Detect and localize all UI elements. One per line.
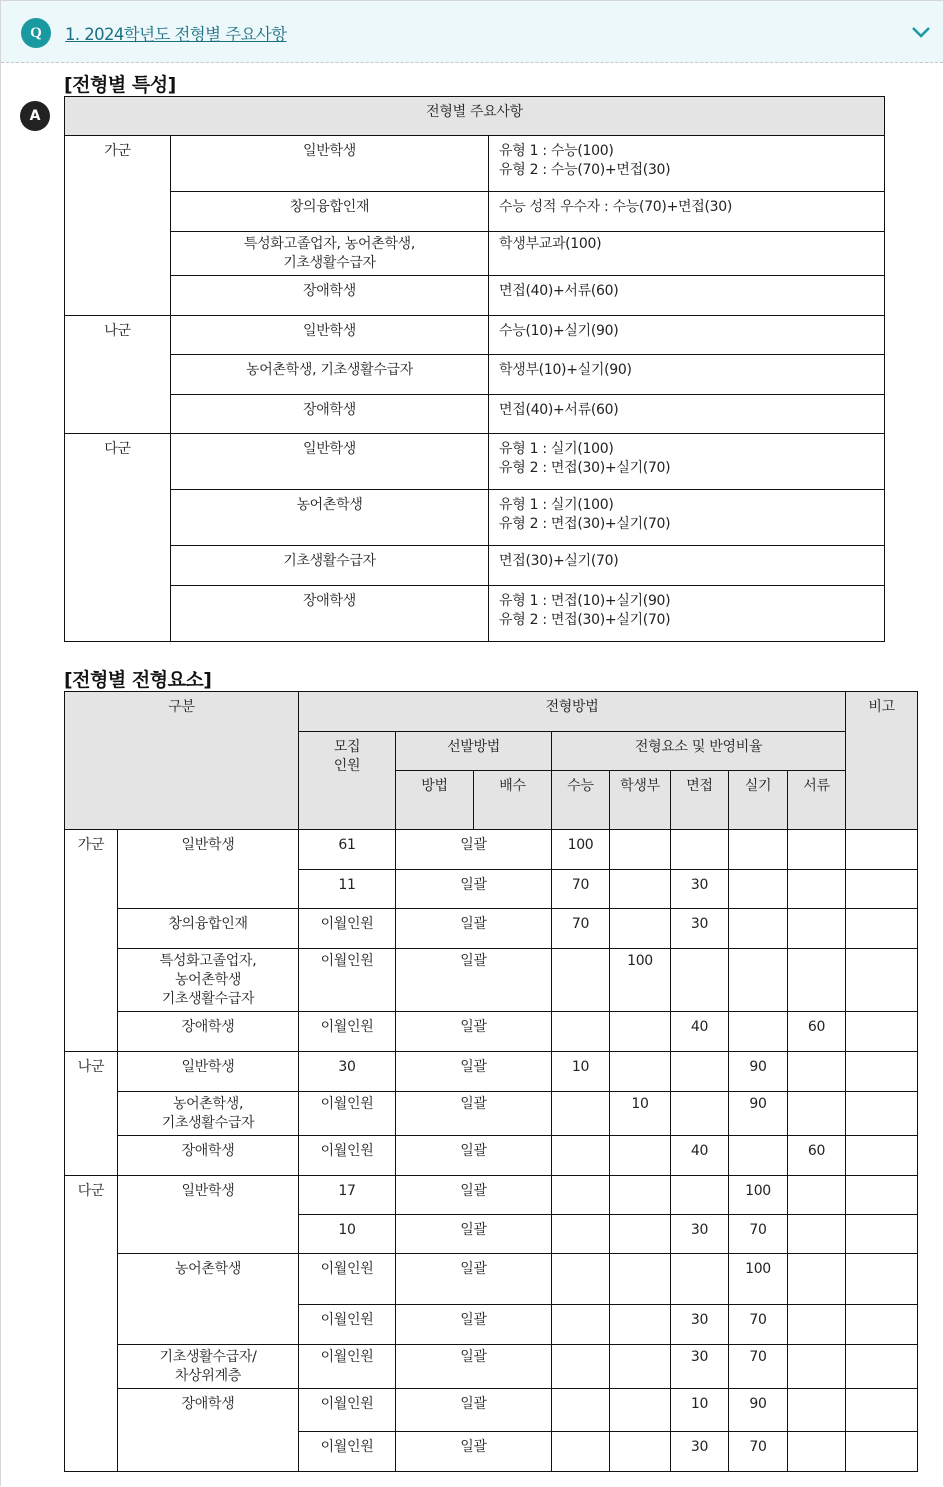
type-cell: 기초생활수급자	[171, 546, 489, 586]
interview-cell: 30	[671, 1345, 729, 1389]
quota-cell: 이월인원	[299, 909, 396, 949]
type-cell: 농어촌학생	[118, 1254, 299, 1345]
gun-cell: 다군	[65, 434, 171, 642]
note-cell	[846, 1305, 918, 1345]
quota-cell: 이월인원	[299, 1092, 396, 1136]
quota-cell: 이월인원	[299, 1012, 396, 1052]
admission-elements-table	[64, 691, 918, 1472]
gun-cell: 나군	[65, 1052, 118, 1176]
interview-cell	[671, 1092, 729, 1136]
detail-cell: 학생부교과(100)	[489, 232, 885, 276]
table-row	[65, 1176, 918, 1215]
hakbu-cell	[610, 1389, 671, 1432]
hakbu-cell	[610, 1215, 671, 1254]
documents-cell	[788, 909, 846, 949]
table-row	[65, 1092, 918, 1136]
suneung-cell: 70	[552, 870, 610, 909]
hakbu-cell	[610, 830, 671, 870]
method-cell: 일괄	[396, 909, 552, 949]
hakbu-cell	[610, 1136, 671, 1176]
hakbu-cell	[610, 1176, 671, 1215]
method-cell: 일괄	[396, 1254, 552, 1305]
hakbu-cell	[610, 1012, 671, 1052]
method-cell: 일괄	[396, 870, 552, 909]
documents-cell	[788, 949, 846, 1012]
documents-cell	[788, 1254, 846, 1305]
type-cell: 일반학생	[118, 1052, 299, 1092]
type-cell: 특성화고졸업자, 농어촌학생, 기초생활수급자	[171, 232, 489, 276]
practical-cell: 100	[729, 1254, 788, 1305]
type-cell: 장애학생	[118, 1389, 299, 1472]
detail-cell: 면접(30)+실기(70)	[489, 546, 885, 586]
interview-cell: 40	[671, 1136, 729, 1176]
documents-cell	[788, 1305, 846, 1345]
quota-cell: 11	[299, 870, 396, 909]
detail-cell: 면접(40)+서류(60)	[489, 395, 885, 434]
suneung-cell	[552, 1254, 610, 1305]
hakbu-cell	[610, 1254, 671, 1305]
note-cell	[846, 870, 918, 909]
interview-cell: 30	[671, 1432, 729, 1472]
documents-cell	[788, 870, 846, 909]
documents-cell: 60	[788, 1012, 846, 1052]
table-row	[65, 830, 918, 870]
interview-cell	[671, 1254, 729, 1305]
practical-cell	[729, 870, 788, 909]
documents-cell: 60	[788, 1136, 846, 1176]
documents-cell	[788, 1215, 846, 1254]
type-cell: 일반학생	[171, 316, 489, 355]
type-cell: 창의융합인재	[118, 909, 299, 949]
hakbu-cell	[610, 1345, 671, 1389]
question-badge-icon: Q	[21, 18, 51, 48]
note-cell	[846, 830, 918, 870]
detail-cell: 면접(40)+서류(60)	[489, 276, 885, 316]
type-cell: 농어촌학생, 기초생활수급자	[171, 355, 489, 395]
practical-cell: 90	[729, 1092, 788, 1136]
suneung-cell	[552, 1012, 610, 1052]
note-cell	[846, 1012, 918, 1052]
type-cell: 일반학생	[171, 434, 489, 490]
practical-cell	[729, 830, 788, 870]
hakbu-cell: 10	[610, 1092, 671, 1136]
type-cell: 창의융합인재	[171, 192, 489, 232]
method-cell: 일괄	[396, 1215, 552, 1254]
type-cell: 장애학생	[171, 276, 489, 316]
method-cell: 일괄	[396, 1389, 552, 1432]
practical-cell: 70	[729, 1305, 788, 1345]
table-row	[65, 1012, 918, 1052]
documents-cell	[788, 830, 846, 870]
table-row	[65, 949, 918, 1012]
note-cell	[846, 1389, 918, 1432]
interview-cell: 30	[671, 909, 729, 949]
detail-cell: 유형 1 : 수능(100) 유형 2 : 수능(70)+면접(30)	[489, 136, 885, 192]
section-title-elements: [전형별 전형요소]	[64, 669, 212, 691]
interview-cell: 10	[671, 1389, 729, 1432]
quota-cell: 61	[299, 830, 396, 870]
table-header: 전형별 주요사항	[65, 97, 885, 136]
interview-cell: 30	[671, 1215, 729, 1254]
header-sel-multiple: 배수	[474, 771, 552, 830]
header-sel-method: 방법	[396, 771, 474, 830]
practical-cell: 90	[729, 1052, 788, 1092]
suneung-cell: 100	[552, 830, 610, 870]
documents-cell	[788, 1432, 846, 1472]
quota-cell: 이월인원	[299, 949, 396, 1012]
suneung-cell	[552, 1136, 610, 1176]
suneung-cell: 10	[552, 1052, 610, 1092]
type-cell: 일반학생	[171, 136, 489, 192]
type-cell: 일반학생	[118, 1176, 299, 1254]
header-elements: 전형요소 및 반영비율	[552, 732, 846, 771]
note-cell	[846, 909, 918, 949]
quota-cell: 이월인원	[299, 1345, 396, 1389]
interview-cell	[671, 1176, 729, 1215]
practical-cell: 70	[729, 1432, 788, 1472]
hakbu-cell	[610, 870, 671, 909]
method-cell: 일괄	[396, 830, 552, 870]
suneung-cell	[552, 1176, 610, 1215]
answer-badge-icon: A	[20, 101, 50, 131]
type-cell: 장애학생	[171, 395, 489, 434]
interview-cell	[671, 1052, 729, 1092]
detail-cell: 수능(10)+실기(90)	[489, 316, 885, 355]
section-title-characteristics: [전형별 특성]	[64, 74, 176, 96]
quota-cell: 30	[299, 1052, 396, 1092]
gun-cell: 가군	[65, 136, 171, 316]
quota-cell: 이월인원	[299, 1254, 396, 1305]
practical-cell	[729, 949, 788, 1012]
detail-cell: 유형 1 : 실기(100) 유형 2 : 면접(30)+실기(70)	[489, 490, 885, 546]
question-title-link[interactable]: 1. 2024학년도 전형별 주요사항	[65, 25, 287, 44]
type-cell: 일반학생	[118, 830, 299, 909]
hakbu-cell	[610, 1052, 671, 1092]
method-cell: 일괄	[396, 1176, 552, 1215]
note-cell	[846, 1432, 918, 1472]
suneung-cell	[552, 1215, 610, 1254]
chevron-down-icon[interactable]	[907, 23, 935, 43]
note-cell	[846, 1092, 918, 1136]
suneung-cell: 70	[552, 909, 610, 949]
note-cell	[846, 1345, 918, 1389]
hakbu-cell	[610, 909, 671, 949]
quota-cell: 이월인원	[299, 1136, 396, 1176]
header-note: 비고	[846, 692, 918, 830]
table-row	[65, 1136, 918, 1176]
suneung-cell	[552, 1345, 610, 1389]
hakbu-cell: 100	[610, 949, 671, 1012]
suneung-cell	[552, 1389, 610, 1432]
method-cell: 일괄	[396, 949, 552, 1012]
method-cell: 일괄	[396, 1012, 552, 1052]
detail-cell: 유형 1 : 면접(10)+실기(90) 유형 2 : 면접(30)+실기(70)	[489, 586, 885, 642]
practical-cell: 90	[729, 1389, 788, 1432]
note-cell	[846, 1136, 918, 1176]
documents-cell	[788, 1176, 846, 1215]
method-cell: 일괄	[396, 1345, 552, 1389]
documents-cell	[788, 1345, 846, 1389]
gun-cell: 나군	[65, 316, 171, 434]
suneung-cell	[552, 949, 610, 1012]
type-cell: 장애학생	[171, 586, 489, 642]
hakbu-cell	[610, 1305, 671, 1345]
method-cell: 일괄	[396, 1092, 552, 1136]
admission-characteristics-table	[64, 96, 885, 642]
table-row	[65, 1389, 918, 1432]
header-practical: 실기	[729, 771, 788, 830]
type-cell: 농어촌학생	[171, 490, 489, 546]
detail-cell: 수능 성적 우수자 : 수능(70)+면접(30)	[489, 192, 885, 232]
note-cell	[846, 949, 918, 1012]
quota-cell: 이월인원	[299, 1305, 396, 1345]
type-cell: 장애학생	[118, 1012, 299, 1052]
note-cell	[846, 1215, 918, 1254]
faq-question-bar[interactable]	[1, 1, 943, 63]
detail-cell: 유형 1 : 실기(100) 유형 2 : 면접(30)+실기(70)	[489, 434, 885, 490]
header-documents: 서류	[788, 771, 846, 830]
quota-cell: 이월인원	[299, 1389, 396, 1432]
type-cell: 기초생활수급자/ 차상위계층	[118, 1345, 299, 1389]
method-cell: 일괄	[396, 1052, 552, 1092]
method-cell: 일괄	[396, 1305, 552, 1345]
interview-cell	[671, 830, 729, 870]
header-hakbu: 학생부	[610, 771, 671, 830]
note-cell	[846, 1052, 918, 1092]
note-cell	[846, 1254, 918, 1305]
suneung-cell	[552, 1432, 610, 1472]
table-row	[65, 1345, 918, 1389]
table-row	[65, 1052, 918, 1092]
header-quota: 모집 인원	[299, 732, 396, 830]
documents-cell	[788, 1052, 846, 1092]
interview-cell	[671, 949, 729, 1012]
method-cell: 일괄	[396, 1432, 552, 1472]
practical-cell: 70	[729, 1345, 788, 1389]
quota-cell: 이월인원	[299, 1432, 396, 1472]
type-cell: 농어촌학생, 기초생활수급자	[118, 1092, 299, 1136]
table-row	[65, 909, 918, 949]
hakbu-cell	[610, 1432, 671, 1472]
practical-cell	[729, 1012, 788, 1052]
practical-cell	[729, 909, 788, 949]
header-suneung: 수능	[552, 771, 610, 830]
quota-cell: 10	[299, 1215, 396, 1254]
type-cell: 특성화고졸업자, 농어촌학생 기초생활수급자	[118, 949, 299, 1012]
interview-cell: 30	[671, 870, 729, 909]
method-cell: 일괄	[396, 1136, 552, 1176]
header-selection: 선발방법	[396, 732, 552, 771]
suneung-cell	[552, 1305, 610, 1345]
note-cell	[846, 1176, 918, 1215]
interview-cell: 40	[671, 1012, 729, 1052]
table-row	[65, 1254, 918, 1305]
practical-cell	[729, 1136, 788, 1176]
type-cell: 장애학생	[118, 1136, 299, 1176]
practical-cell: 70	[729, 1215, 788, 1254]
header-method: 전형방법	[299, 692, 846, 732]
suneung-cell	[552, 1092, 610, 1136]
quota-cell: 17	[299, 1176, 396, 1215]
documents-cell	[788, 1092, 846, 1136]
detail-cell: 학생부(10)+실기(90)	[489, 355, 885, 395]
header-gubun: 구분	[65, 692, 299, 830]
header-interview: 면접	[671, 771, 729, 830]
documents-cell	[788, 1389, 846, 1432]
interview-cell: 30	[671, 1305, 729, 1345]
gun-cell: 다군	[65, 1176, 118, 1472]
practical-cell: 100	[729, 1176, 788, 1215]
gun-cell: 가군	[65, 830, 118, 1052]
